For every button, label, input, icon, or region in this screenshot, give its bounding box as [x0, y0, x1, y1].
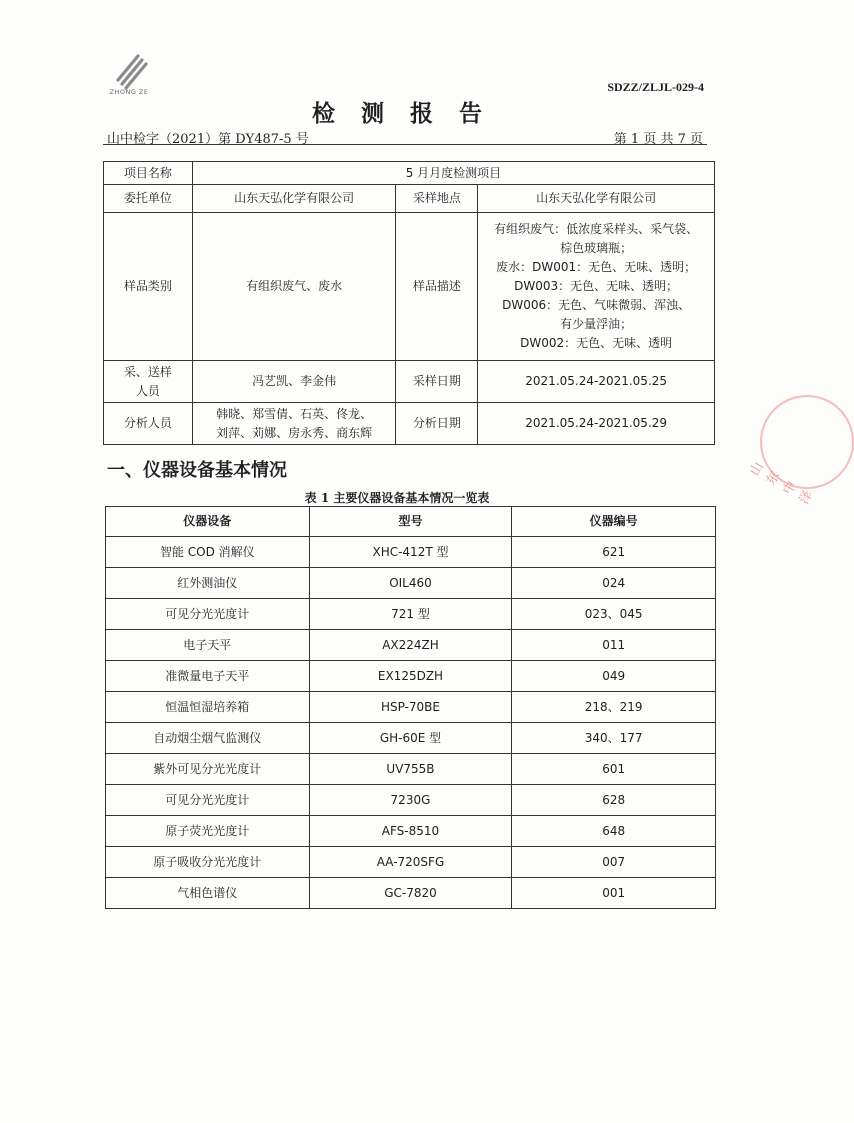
equipment-id: 007: [512, 847, 716, 878]
sampler-label-line: 人员: [135, 383, 160, 398]
description-line: DW002：无色、无味、透明: [520, 336, 673, 350]
equipment-table: [105, 506, 716, 909]
equipment-id: 218、219: [512, 692, 716, 723]
equipment-name: 可见分光光度计: [106, 599, 310, 630]
sampler-label-line: 采、送样: [123, 364, 172, 379]
equipment-id: 001: [512, 878, 716, 909]
equipment-id: 621: [512, 537, 716, 568]
client-label: 委托单位: [104, 185, 193, 213]
equipment-id: 024: [512, 568, 716, 599]
table-row: [106, 785, 716, 816]
document-code: SDZZ/ZLJL-029-4: [607, 80, 704, 94]
description-label: 样品描述: [396, 213, 478, 361]
analysis-date-label: 分析日期: [396, 403, 478, 445]
equipment-model: AFS-8510: [309, 816, 512, 847]
equipment-model: HSP-70BE: [309, 692, 512, 723]
table-row: [106, 847, 716, 878]
header-divider: [103, 144, 707, 145]
equipment-name: 恒温恒湿培养箱: [106, 692, 310, 723]
category-label: 样品类别: [104, 213, 193, 361]
equipment-name: 电子天平: [106, 630, 310, 661]
equipment-name: 可见分光光度计: [106, 785, 310, 816]
analyst-label: 分析人员: [104, 403, 193, 445]
column-header: 仪器编号: [512, 507, 716, 537]
equipment-model: AA-720SFG: [309, 847, 512, 878]
report-number: 山中检字（2021）第 DY487-5 号: [107, 132, 309, 147]
sample-date-label: 采样日期: [396, 361, 478, 403]
equipment-name: 原子荧光光度计: [106, 816, 310, 847]
page-title: 检测报告: [312, 100, 508, 127]
table-row: [106, 692, 716, 723]
project-value: 5 月月度检测项目: [192, 162, 714, 185]
table-row: [106, 878, 716, 909]
equipment-id: 023、045: [512, 599, 716, 630]
client-value: 山东天弘化学有限公司: [192, 185, 396, 213]
description-line: 有组织废气：低浓度采样头、采气袋、: [494, 222, 699, 236]
page-number: 第 1 页 共 7 页: [613, 132, 703, 147]
section-title: 一、仪器设备基本情况: [107, 460, 287, 481]
sample-description: [478, 213, 715, 361]
column-header: 仪器设备: [106, 507, 310, 537]
table-row: [106, 630, 716, 661]
equipment-name: 紫外可见分光光度计: [106, 754, 310, 785]
analyst-value: [192, 403, 396, 445]
table-row: [106, 754, 716, 785]
table-row: [106, 537, 716, 568]
equipment-id: 049: [512, 661, 716, 692]
column-header: 型号: [309, 507, 512, 537]
equipment-id: 628: [512, 785, 716, 816]
description-line: DW003：无色、无味、透明；: [514, 279, 679, 293]
project-label: 项目名称: [104, 162, 193, 185]
equipment-model: EX125DZH: [309, 661, 512, 692]
description-line: 棕色玻璃瓶；: [560, 241, 633, 255]
equipment-name: 原子吸收分光光度计: [106, 847, 310, 878]
logo-text: ZHONG ZE: [109, 88, 149, 96]
table-row: [106, 661, 716, 692]
equipment-model: UV755B: [309, 754, 512, 785]
equipment-name: 智能 COD 消解仪: [106, 537, 310, 568]
equipment-id: 601: [512, 754, 716, 785]
site-label: 采样地点: [396, 185, 478, 213]
sample-date-value: 2021.05.24-2021.05.25: [478, 361, 715, 403]
sampler-label: [104, 361, 193, 403]
equipment-model: OIL460: [309, 568, 512, 599]
equipment-name: 准微量电子天平: [106, 661, 310, 692]
equipment-id: 648: [512, 816, 716, 847]
equipment-id: 340、177: [512, 723, 716, 754]
table-row: [106, 723, 716, 754]
table-row: [106, 568, 716, 599]
analysis-date-value: 2021.05.24-2021.05.29: [478, 403, 715, 445]
table-row: [106, 816, 716, 847]
analyst-line: 韩晓、郑雪倩、石英、佟龙、: [216, 406, 373, 421]
equipment-name: 红外测油仪: [106, 568, 310, 599]
equipment-model: 7230G: [309, 785, 512, 816]
description-line: 有少量浮油；: [560, 317, 633, 331]
description-line: 废水：DW001：无色、无味、透明；: [496, 260, 697, 274]
equipment-model: 721 型: [309, 599, 512, 630]
category-value: 有组织废气、废水: [192, 213, 396, 361]
analyst-line: 刘萍、苅娜、房永秀、商东辉: [216, 425, 373, 440]
site-value: 山东天弘化学有限公司: [478, 185, 715, 213]
equipment-model: XHC-412T 型: [309, 537, 512, 568]
seal-stamp-text: 山东中泽: [747, 459, 817, 507]
table-row: [106, 599, 716, 630]
equipment-model: GH-60E 型: [309, 723, 512, 754]
equipment-id: 011: [512, 630, 716, 661]
report-info-table: [103, 161, 715, 445]
equipment-model: AX224ZH: [309, 630, 512, 661]
description-line: DW006：无色、气味微弱、浑浊、: [502, 298, 691, 312]
equipment-model: GC-7820: [309, 878, 512, 909]
equipment-name: 自动烟尘烟气监测仪: [106, 723, 310, 754]
equipment-name: 气相色谱仪: [106, 878, 310, 909]
sampler-value: 冯艺凯、李金伟: [192, 361, 396, 403]
table-caption: 表 1 主要仪器设备基本情况一览表: [304, 491, 490, 505]
